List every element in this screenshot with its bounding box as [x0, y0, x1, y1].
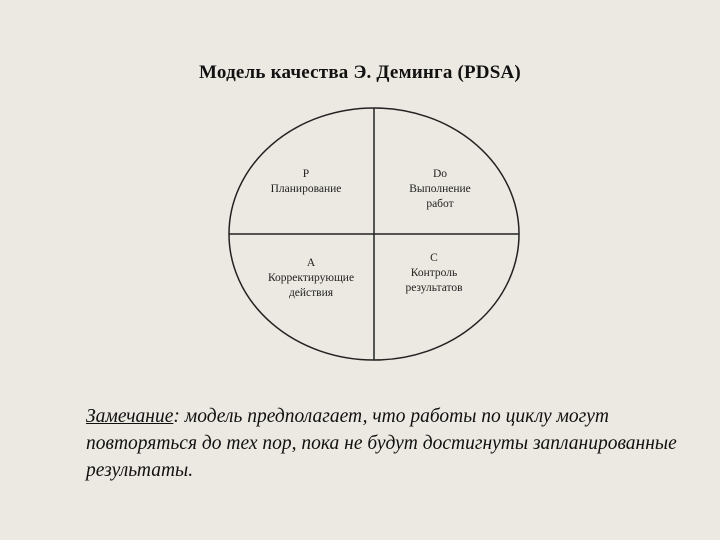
quadrant-plan-letter: P	[302, 168, 310, 180]
page-title: Модель качества Э. Деминга (PDSA)	[199, 62, 521, 83]
note-text: : модель предполагает, что работы по циклу могут повторяться до тех пор, пока не будут достигнуты запланированные результаты.	[86, 406, 677, 481]
quadrant-do-letter: Do	[432, 168, 448, 180]
quadrant-plan-label: Планирование	[270, 183, 342, 195]
quadrant-check-label-1: Контроль	[410, 267, 458, 279]
quadrant-act-letter: A	[306, 257, 316, 269]
quadrant-do-label-2: работ	[426, 198, 454, 210]
quadrant-check-letter: C	[430, 252, 438, 264]
quadrant-do	[380, 167, 500, 212]
quadrant-check-label-2: результатов	[405, 282, 463, 294]
quadrant-act	[248, 256, 374, 301]
quadrant-act-label-2: действия	[288, 287, 334, 299]
quadrant-do-label-1: Выполнение	[409, 183, 471, 195]
quadrant-check	[380, 251, 488, 296]
quadrant-act-label-1: Корректирующие	[267, 272, 355, 284]
note-label: Замечание	[86, 406, 174, 427]
quadrant-plan	[244, 167, 368, 197]
note-paragraph	[86, 403, 686, 484]
